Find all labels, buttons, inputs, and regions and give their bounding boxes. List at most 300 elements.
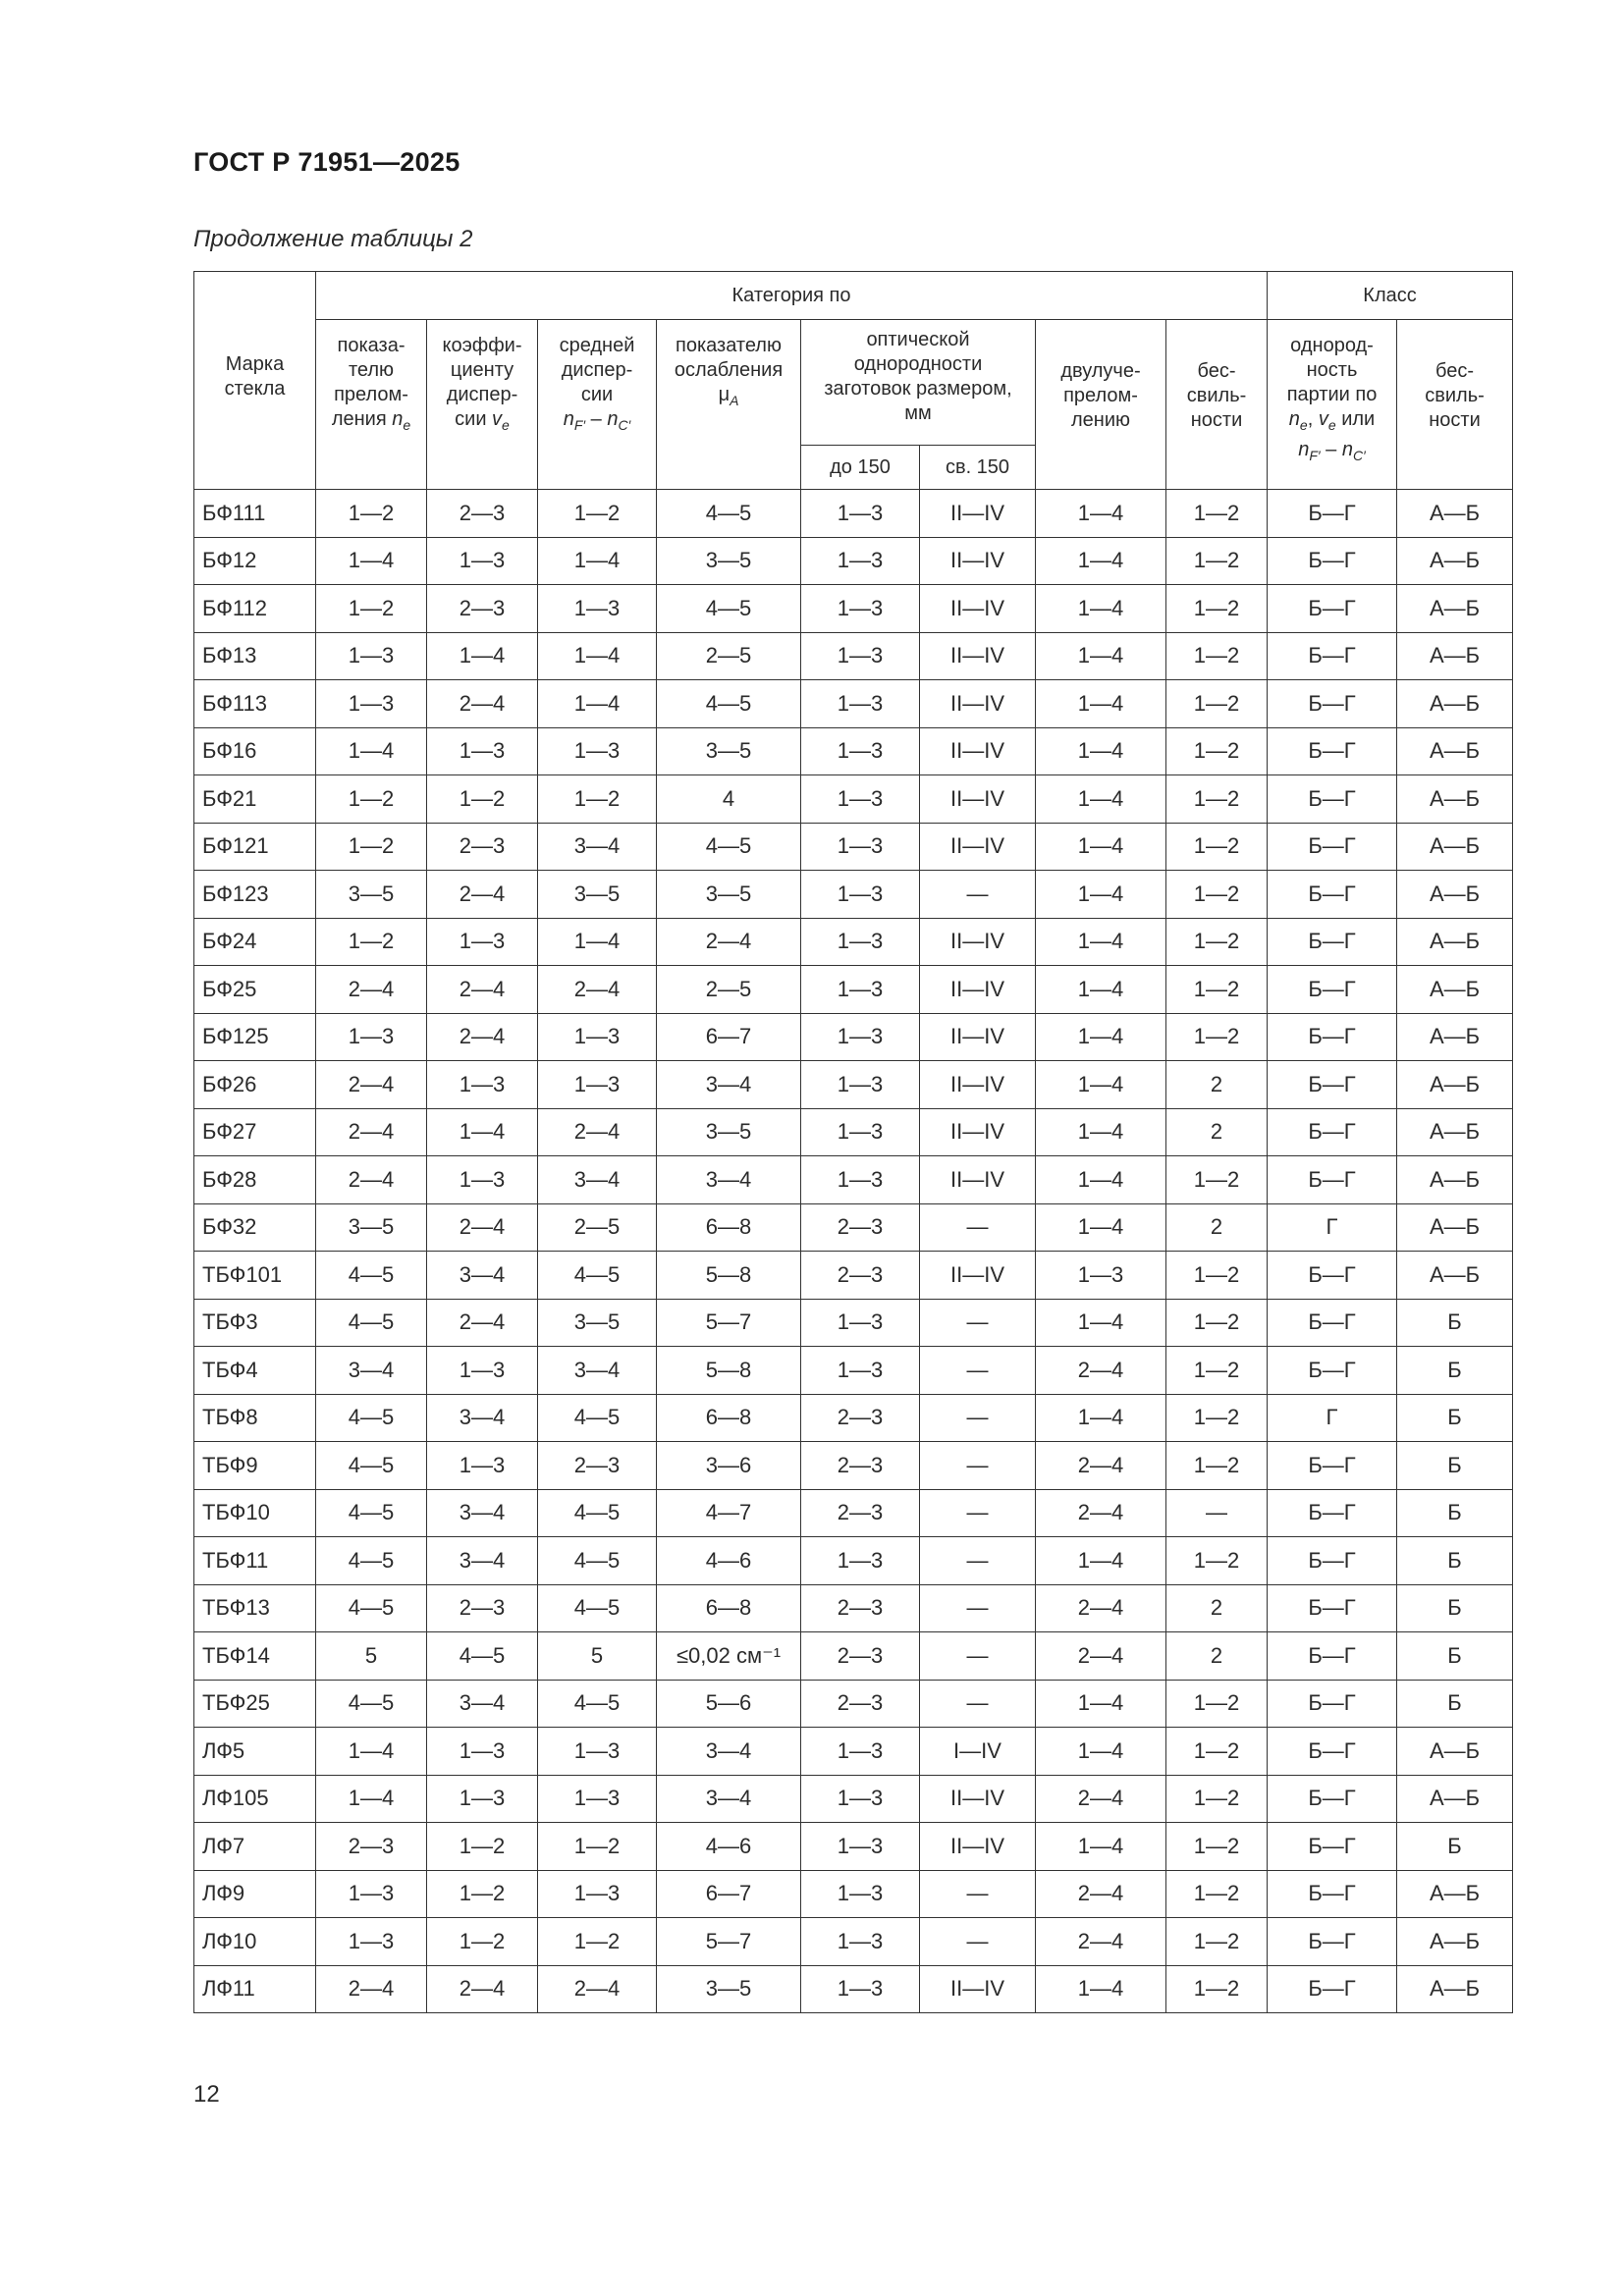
cell-bubbles-category: 1—2 <box>1166 966 1268 1014</box>
cell-homogeneity-upto-150: 1—3 <box>801 585 920 633</box>
cell-attenuation: 5—6 <box>657 1680 801 1728</box>
cell-homogeneity-over-150: II—IV <box>920 1965 1036 2013</box>
cell-bubbles-category: 1—2 <box>1166 1680 1268 1728</box>
cell-brand: ЛФ7 <box>194 1823 316 1871</box>
cell-mean-dispersion: 2—4 <box>538 1965 657 2013</box>
cell-attenuation: 3—6 <box>657 1442 801 1490</box>
cell-homogeneity-over-150: — <box>920 1442 1036 1490</box>
cell-attenuation: 3—4 <box>657 1061 801 1109</box>
cell-attenuation: 2—4 <box>657 918 801 966</box>
cell-homogeneity-upto-150: 1—3 <box>801 632 920 680</box>
cell-bubbles-class: А—Б <box>1397 1918 1513 1966</box>
cell-dispersion-coef: 1—2 <box>427 1823 538 1871</box>
cell-birefringence: 2—4 <box>1036 1870 1166 1918</box>
cell-mean-dispersion: 4—5 <box>538 1680 657 1728</box>
cell-bubbles-category: 1—2 <box>1166 1347 1268 1395</box>
cell-homogeneity-upto-150: 1—3 <box>801 1299 920 1347</box>
cell-batch-homogeneity: Б—Г <box>1268 823 1397 871</box>
cell-batch-homogeneity: Б—Г <box>1268 1489 1397 1537</box>
cell-homogeneity-upto-150: 1—3 <box>801 1918 920 1966</box>
cell-batch-homogeneity: Б—Г <box>1268 1680 1397 1728</box>
cell-dispersion-coef: 1—3 <box>427 1061 538 1109</box>
table-row <box>194 1632 1513 1681</box>
table-row <box>194 1489 1513 1537</box>
cell-bubbles-class: А—Б <box>1397 1156 1513 1204</box>
cell-bubbles-category: 2 <box>1166 1632 1268 1681</box>
cell-homogeneity-over-150: — <box>920 1299 1036 1347</box>
cell-dispersion-coef: 2—4 <box>427 871 538 919</box>
cell-refractive-index: 3—5 <box>316 1203 427 1252</box>
cell-bubbles-category: 1—2 <box>1166 1870 1268 1918</box>
cell-batch-homogeneity: Б—Г <box>1268 918 1397 966</box>
cell-brand: ТБФ11 <box>194 1537 316 1585</box>
cell-bubbles-class: Б <box>1397 1680 1513 1728</box>
cell-birefringence: 1—4 <box>1036 537 1166 585</box>
cell-brand: БФ25 <box>194 966 316 1014</box>
cell-bubbles-category: 1—2 <box>1166 727 1268 775</box>
table-row <box>194 1299 1513 1347</box>
cell-dispersion-coef: 3—4 <box>427 1680 538 1728</box>
table-row <box>194 1108 1513 1156</box>
cell-homogeneity-upto-150: 1—3 <box>801 775 920 824</box>
cell-attenuation: 6—8 <box>657 1394 801 1442</box>
cell-homogeneity-over-150: II—IV <box>920 823 1036 871</box>
cell-birefringence: 1—4 <box>1036 775 1166 824</box>
cell-birefringence: 1—4 <box>1036 1299 1166 1347</box>
table-row <box>194 1870 1513 1918</box>
cell-brand: БФ21 <box>194 775 316 824</box>
cell-homogeneity-over-150: II—IV <box>920 537 1036 585</box>
cell-brand: ЛФ10 <box>194 1918 316 1966</box>
cell-dispersion-coef: 1—3 <box>427 1156 538 1204</box>
cell-batch-homogeneity: Б—Г <box>1268 1013 1397 1061</box>
cell-attenuation: 4—5 <box>657 680 801 728</box>
cell-bubbles-class: Б <box>1397 1489 1513 1537</box>
cell-batch-homogeneity: Г <box>1268 1394 1397 1442</box>
cell-dispersion-coef: 4—5 <box>427 1632 538 1681</box>
cell-homogeneity-over-150: II—IV <box>920 727 1036 775</box>
cell-bubbles-class: А—Б <box>1397 871 1513 919</box>
cell-refractive-index: 4—5 <box>316 1584 427 1632</box>
cell-bubbles-category: 1—2 <box>1166 1823 1268 1871</box>
cell-attenuation: 6—8 <box>657 1584 801 1632</box>
cell-refractive-index: 4—5 <box>316 1680 427 1728</box>
cell-bubbles-class: А—Б <box>1397 490 1513 538</box>
cell-refractive-index: 1—2 <box>316 918 427 966</box>
cell-attenuation: 5—7 <box>657 1299 801 1347</box>
cell-bubbles-category: 1—2 <box>1166 585 1268 633</box>
cell-bubbles-class: Б <box>1397 1823 1513 1871</box>
header-bubbles-class: бес- свиль- ности <box>1397 320 1513 490</box>
cell-birefringence: 1—4 <box>1036 823 1166 871</box>
cell-bubbles-category: 1—2 <box>1166 1394 1268 1442</box>
table-row <box>194 632 1513 680</box>
cell-batch-homogeneity: Б—Г <box>1268 490 1397 538</box>
cell-brand: БФ26 <box>194 1061 316 1109</box>
cell-bubbles-class: А—Б <box>1397 1203 1513 1252</box>
header-attenuation: показателю ослабления $\mu_A$ <box>657 320 801 490</box>
cell-homogeneity-over-150: II—IV <box>920 490 1036 538</box>
cell-birefringence: 1—4 <box>1036 1061 1166 1109</box>
cell-attenuation: 4—5 <box>657 585 801 633</box>
cell-mean-dispersion: 1—2 <box>538 1823 657 1871</box>
cell-birefringence: 1—4 <box>1036 1203 1166 1252</box>
cell-refractive-index: 2—4 <box>316 966 427 1014</box>
cell-bubbles-category: 1—2 <box>1166 1442 1268 1490</box>
cell-bubbles-class: А—Б <box>1397 1013 1513 1061</box>
cell-batch-homogeneity: Б—Г <box>1268 1728 1397 1776</box>
cell-bubbles-category: 1—2 <box>1166 1918 1268 1966</box>
cell-attenuation: 2—5 <box>657 632 801 680</box>
cell-bubbles-category: 1—2 <box>1166 1775 1268 1823</box>
cell-birefringence: 1—4 <box>1036 871 1166 919</box>
cell-attenuation: ≤0,02 см⁻¹ <box>657 1632 801 1681</box>
cell-mean-dispersion: 2—5 <box>538 1203 657 1252</box>
cell-attenuation: 5—7 <box>657 1918 801 1966</box>
cell-homogeneity-upto-150: 2—3 <box>801 1252 920 1300</box>
cell-mean-dispersion: 1—3 <box>538 1870 657 1918</box>
cell-mean-dispersion: 1—3 <box>538 1013 657 1061</box>
cell-brand: ТБФ10 <box>194 1489 316 1537</box>
table-caption: Продолжение таблицы 2 <box>193 226 473 252</box>
cell-batch-homogeneity: Б—Г <box>1268 1918 1397 1966</box>
cell-refractive-index: 1—2 <box>316 775 427 824</box>
cell-attenuation: 3—5 <box>657 537 801 585</box>
cell-refractive-index: 4—5 <box>316 1252 427 1300</box>
cell-bubbles-class: А—Б <box>1397 632 1513 680</box>
cell-bubbles-category: 1—2 <box>1166 1156 1268 1204</box>
cell-attenuation: 3—4 <box>657 1156 801 1204</box>
cell-homogeneity-over-150: II—IV <box>920 1156 1036 1204</box>
cell-bubbles-category: 1—2 <box>1166 1252 1268 1300</box>
cell-dispersion-coef: 1—3 <box>427 1442 538 1490</box>
cell-brand: БФ113 <box>194 680 316 728</box>
cell-brand: ТБФ101 <box>194 1252 316 1300</box>
table-row <box>194 1061 1513 1109</box>
cell-attenuation: 3—5 <box>657 1108 801 1156</box>
cell-attenuation: 2—5 <box>657 966 801 1014</box>
cell-mean-dispersion: 1—4 <box>538 918 657 966</box>
cell-bubbles-class: А—Б <box>1397 1870 1513 1918</box>
cell-homogeneity-over-150: II—IV <box>920 680 1036 728</box>
header-upto-150: до 150 <box>801 446 920 490</box>
cell-bubbles-category: — <box>1166 1489 1268 1537</box>
cell-refractive-index: 5 <box>316 1632 427 1681</box>
cell-mean-dispersion: 4—5 <box>538 1394 657 1442</box>
cell-attenuation: 6—7 <box>657 1870 801 1918</box>
table-header <box>194 272 1513 490</box>
cell-brand: ЛФ9 <box>194 1870 316 1918</box>
cell-attenuation: 5—8 <box>657 1252 801 1300</box>
cell-birefringence: 1—4 <box>1036 490 1166 538</box>
cell-refractive-index: 4—5 <box>316 1537 427 1585</box>
cell-mean-dispersion: 3—4 <box>538 823 657 871</box>
cell-dispersion-coef: 1—2 <box>427 1870 538 1918</box>
cell-attenuation: 4—5 <box>657 490 801 538</box>
cell-refractive-index: 1—3 <box>316 680 427 728</box>
table-row <box>194 1156 1513 1204</box>
cell-mean-dispersion: 3—5 <box>538 871 657 919</box>
cell-dispersion-coef: 2—4 <box>427 1965 538 2013</box>
document-title: ГОСТ Р 71951—2025 <box>193 147 460 177</box>
cell-dispersion-coef: 1—3 <box>427 918 538 966</box>
cell-homogeneity-over-150: II—IV <box>920 632 1036 680</box>
cell-bubbles-category: 2 <box>1166 1584 1268 1632</box>
table-row <box>194 1537 1513 1585</box>
cell-dispersion-coef: 1—3 <box>427 1347 538 1395</box>
cell-homogeneity-over-150: II—IV <box>920 1108 1036 1156</box>
header-dispersion-coef: коэффи- циенту диспер- сии $v_e$ <box>427 320 538 490</box>
cell-bubbles-category: 1—2 <box>1166 1299 1268 1347</box>
cell-attenuation: 4—7 <box>657 1489 801 1537</box>
cell-batch-homogeneity: Б—Г <box>1268 1584 1397 1632</box>
cell-birefringence: 1—4 <box>1036 1156 1166 1204</box>
cell-attenuation: 3—4 <box>657 1775 801 1823</box>
cell-bubbles-category: 2 <box>1166 1203 1268 1252</box>
cell-refractive-index: 2—4 <box>316 1965 427 2013</box>
cell-brand: БФ32 <box>194 1203 316 1252</box>
cell-batch-homogeneity: Б—Г <box>1268 1156 1397 1204</box>
table-row <box>194 585 1513 633</box>
cell-homogeneity-over-150: — <box>920 1870 1036 1918</box>
cell-dispersion-coef: 2—3 <box>427 585 538 633</box>
table-row <box>194 1394 1513 1442</box>
cell-homogeneity-over-150: II—IV <box>920 1775 1036 1823</box>
cell-mean-dispersion: 5 <box>538 1632 657 1681</box>
cell-brand: ТБФ9 <box>194 1442 316 1490</box>
cell-birefringence: 1—4 <box>1036 1680 1166 1728</box>
cell-brand: БФ125 <box>194 1013 316 1061</box>
table-row <box>194 871 1513 919</box>
cell-bubbles-class: А—Б <box>1397 966 1513 1014</box>
cell-mean-dispersion: 4—5 <box>538 1252 657 1300</box>
cell-mean-dispersion: 1—4 <box>538 632 657 680</box>
cell-homogeneity-upto-150: 1—3 <box>801 1775 920 1823</box>
cell-bubbles-class: А—Б <box>1397 1108 1513 1156</box>
cell-homogeneity-upto-150: 1—3 <box>801 1156 920 1204</box>
cell-bubbles-category: 1—2 <box>1166 490 1268 538</box>
cell-birefringence: 1—3 <box>1036 1252 1166 1300</box>
cell-brand: БФ16 <box>194 727 316 775</box>
cell-mean-dispersion: 2—3 <box>538 1442 657 1490</box>
cell-dispersion-coef: 3—4 <box>427 1537 538 1585</box>
header-optical-homogeneity: оптической однородности заготовок размером, мм <box>801 320 1036 446</box>
header-mean-dispersion: средней диспер- сии $n_{F'} - n_{C'}$ <box>538 320 657 490</box>
cell-bubbles-category: 1—2 <box>1166 1965 1268 2013</box>
cell-homogeneity-over-150: — <box>920 1394 1036 1442</box>
cell-bubbles-category: 1—2 <box>1166 823 1268 871</box>
cell-homogeneity-upto-150: 1—3 <box>801 680 920 728</box>
table-row <box>194 1918 1513 1966</box>
cell-bubbles-class: Б <box>1397 1584 1513 1632</box>
cell-homogeneity-over-150: — <box>920 1584 1036 1632</box>
cell-attenuation: 4—5 <box>657 823 801 871</box>
cell-brand: БФ123 <box>194 871 316 919</box>
cell-homogeneity-upto-150: 1—3 <box>801 727 920 775</box>
cell-refractive-index: 1—4 <box>316 537 427 585</box>
cell-brand: ЛФ5 <box>194 1728 316 1776</box>
cell-mean-dispersion: 1—4 <box>538 537 657 585</box>
cell-homogeneity-over-150: II—IV <box>920 1061 1036 1109</box>
cell-mean-dispersion: 1—2 <box>538 1918 657 1966</box>
cell-birefringence: 1—4 <box>1036 1013 1166 1061</box>
header-refractive-index: показа- телю прелом- ления $n_e$ <box>316 320 427 490</box>
cell-birefringence: 1—4 <box>1036 1965 1166 2013</box>
cell-batch-homogeneity: Б—Г <box>1268 1108 1397 1156</box>
cell-attenuation: 6—7 <box>657 1013 801 1061</box>
cell-mean-dispersion: 1—2 <box>538 490 657 538</box>
cell-mean-dispersion: 1—2 <box>538 775 657 824</box>
cell-homogeneity-upto-150: 1—3 <box>801 1728 920 1776</box>
cell-homogeneity-upto-150: 1—3 <box>801 537 920 585</box>
cell-dispersion-coef: 3—4 <box>427 1252 538 1300</box>
cell-mean-dispersion: 3—4 <box>538 1156 657 1204</box>
cell-homogeneity-upto-150: 1—3 <box>801 490 920 538</box>
cell-refractive-index: 1—3 <box>316 632 427 680</box>
cell-birefringence: 2—4 <box>1036 1489 1166 1537</box>
cell-dispersion-coef: 1—3 <box>427 1775 538 1823</box>
cell-birefringence: 1—4 <box>1036 966 1166 1014</box>
cell-brand: БФ12 <box>194 537 316 585</box>
cell-attenuation: 4—6 <box>657 1537 801 1585</box>
cell-homogeneity-upto-150: 1—3 <box>801 1537 920 1585</box>
header-birefringence: двулуче- прелом- лению <box>1036 320 1166 490</box>
cell-dispersion-coef: 1—4 <box>427 632 538 680</box>
cell-refractive-index: 1—2 <box>316 490 427 538</box>
cell-homogeneity-over-150: — <box>920 1489 1036 1537</box>
cell-birefringence: 2—4 <box>1036 1442 1166 1490</box>
cell-mean-dispersion: 4—5 <box>538 1489 657 1537</box>
cell-homogeneity-over-150: — <box>920 1537 1036 1585</box>
table-row <box>194 1442 1513 1490</box>
table-row <box>194 1252 1513 1300</box>
cell-batch-homogeneity: Б—Г <box>1268 680 1397 728</box>
cell-attenuation: 3—5 <box>657 871 801 919</box>
cell-bubbles-class: А—Б <box>1397 1965 1513 2013</box>
cell-birefringence: 2—4 <box>1036 1775 1166 1823</box>
cell-bubbles-category: 1—2 <box>1166 680 1268 728</box>
cell-bubbles-category: 1—2 <box>1166 1537 1268 1585</box>
cell-dispersion-coef: 2—4 <box>427 680 538 728</box>
cell-bubbles-class: Б <box>1397 1537 1513 1585</box>
cell-brand: БФ28 <box>194 1156 316 1204</box>
cell-bubbles-category: 1—2 <box>1166 537 1268 585</box>
cell-refractive-index: 1—2 <box>316 585 427 633</box>
cell-bubbles-class: Б <box>1397 1632 1513 1681</box>
cell-dispersion-coef: 2—4 <box>427 1013 538 1061</box>
table-row <box>194 490 1513 538</box>
cell-homogeneity-upto-150: 1—3 <box>801 1347 920 1395</box>
cell-refractive-index: 1—4 <box>316 1775 427 1823</box>
cell-birefringence: 1—4 <box>1036 1537 1166 1585</box>
page-number: 12 <box>193 2081 220 2108</box>
cell-refractive-index: 1—2 <box>316 823 427 871</box>
cell-bubbles-class: А—Б <box>1397 680 1513 728</box>
cell-homogeneity-upto-150: 1—3 <box>801 918 920 966</box>
header-category-group: Категория по <box>316 272 1268 320</box>
table-row <box>194 1013 1513 1061</box>
cell-dispersion-coef: 2—4 <box>427 1203 538 1252</box>
cell-birefringence: 2—4 <box>1036 1632 1166 1681</box>
cell-mean-dispersion: 1—3 <box>538 1728 657 1776</box>
cell-mean-dispersion: 4—5 <box>538 1584 657 1632</box>
table-row <box>194 823 1513 871</box>
cell-birefringence: 1—4 <box>1036 1823 1166 1871</box>
cell-homogeneity-over-150: II—IV <box>920 1823 1036 1871</box>
cell-dispersion-coef: 1—3 <box>427 1728 538 1776</box>
cell-homogeneity-upto-150: 2—3 <box>801 1203 920 1252</box>
cell-batch-homogeneity: Б—Г <box>1268 1347 1397 1395</box>
cell-batch-homogeneity: Г <box>1268 1203 1397 1252</box>
table-row <box>194 775 1513 824</box>
cell-dispersion-coef: 2—4 <box>427 1299 538 1347</box>
cell-refractive-index: 1—3 <box>316 1918 427 1966</box>
cell-refractive-index: 3—5 <box>316 871 427 919</box>
cell-dispersion-coef: 2—3 <box>427 823 538 871</box>
cell-bubbles-category: 1—2 <box>1166 1013 1268 1061</box>
cell-batch-homogeneity: Б—Г <box>1268 1299 1397 1347</box>
cell-bubbles-class: А—Б <box>1397 1775 1513 1823</box>
cell-refractive-index: 1—4 <box>316 1728 427 1776</box>
cell-brand: ЛФ11 <box>194 1965 316 2013</box>
cell-brand: БФ121 <box>194 823 316 871</box>
cell-mean-dispersion: 1—4 <box>538 680 657 728</box>
cell-batch-homogeneity: Б—Г <box>1268 1252 1397 1300</box>
cell-brand: БФ13 <box>194 632 316 680</box>
cell-attenuation: 4—6 <box>657 1823 801 1871</box>
cell-brand: ТБФ3 <box>194 1299 316 1347</box>
cell-homogeneity-upto-150: 1—3 <box>801 1108 920 1156</box>
cell-bubbles-class: Б <box>1397 1347 1513 1395</box>
cell-homogeneity-over-150: — <box>920 1680 1036 1728</box>
cell-refractive-index: 2—4 <box>316 1108 427 1156</box>
cell-mean-dispersion: 4—5 <box>538 1537 657 1585</box>
cell-homogeneity-over-150: II—IV <box>920 585 1036 633</box>
cell-mean-dispersion: 3—4 <box>538 1347 657 1395</box>
cell-homogeneity-upto-150: 2—3 <box>801 1680 920 1728</box>
cell-batch-homogeneity: Б—Г <box>1268 537 1397 585</box>
cell-batch-homogeneity: Б—Г <box>1268 1632 1397 1681</box>
cell-refractive-index: 3—4 <box>316 1347 427 1395</box>
cell-mean-dispersion: 1—3 <box>538 727 657 775</box>
cell-bubbles-class: А—Б <box>1397 918 1513 966</box>
cell-brand: БФ112 <box>194 585 316 633</box>
cell-bubbles-category: 1—2 <box>1166 632 1268 680</box>
cell-birefringence: 2—4 <box>1036 1347 1166 1395</box>
cell-homogeneity-over-150: — <box>920 1203 1036 1252</box>
cell-homogeneity-over-150: II—IV <box>920 1252 1036 1300</box>
cell-batch-homogeneity: Б—Г <box>1268 775 1397 824</box>
cell-homogeneity-upto-150: 1—3 <box>801 1061 920 1109</box>
cell-birefringence: 2—4 <box>1036 1918 1166 1966</box>
cell-birefringence: 1—4 <box>1036 1728 1166 1776</box>
cell-attenuation: 5—8 <box>657 1347 801 1395</box>
cell-batch-homogeneity: Б—Г <box>1268 1537 1397 1585</box>
cell-attenuation: 3—5 <box>657 727 801 775</box>
table-row <box>194 1965 1513 2013</box>
cell-dispersion-coef: 1—3 <box>427 727 538 775</box>
cell-bubbles-category: 2 <box>1166 1061 1268 1109</box>
cell-bubbles-class: Б <box>1397 1394 1513 1442</box>
cell-attenuation: 6—8 <box>657 1203 801 1252</box>
cell-refractive-index: 4—5 <box>316 1299 427 1347</box>
table-row <box>194 1680 1513 1728</box>
cell-refractive-index: 2—3 <box>316 1823 427 1871</box>
table-row <box>194 727 1513 775</box>
table-row <box>194 1728 1513 1776</box>
cell-brand: БФ27 <box>194 1108 316 1156</box>
cell-dispersion-coef: 1—3 <box>427 537 538 585</box>
